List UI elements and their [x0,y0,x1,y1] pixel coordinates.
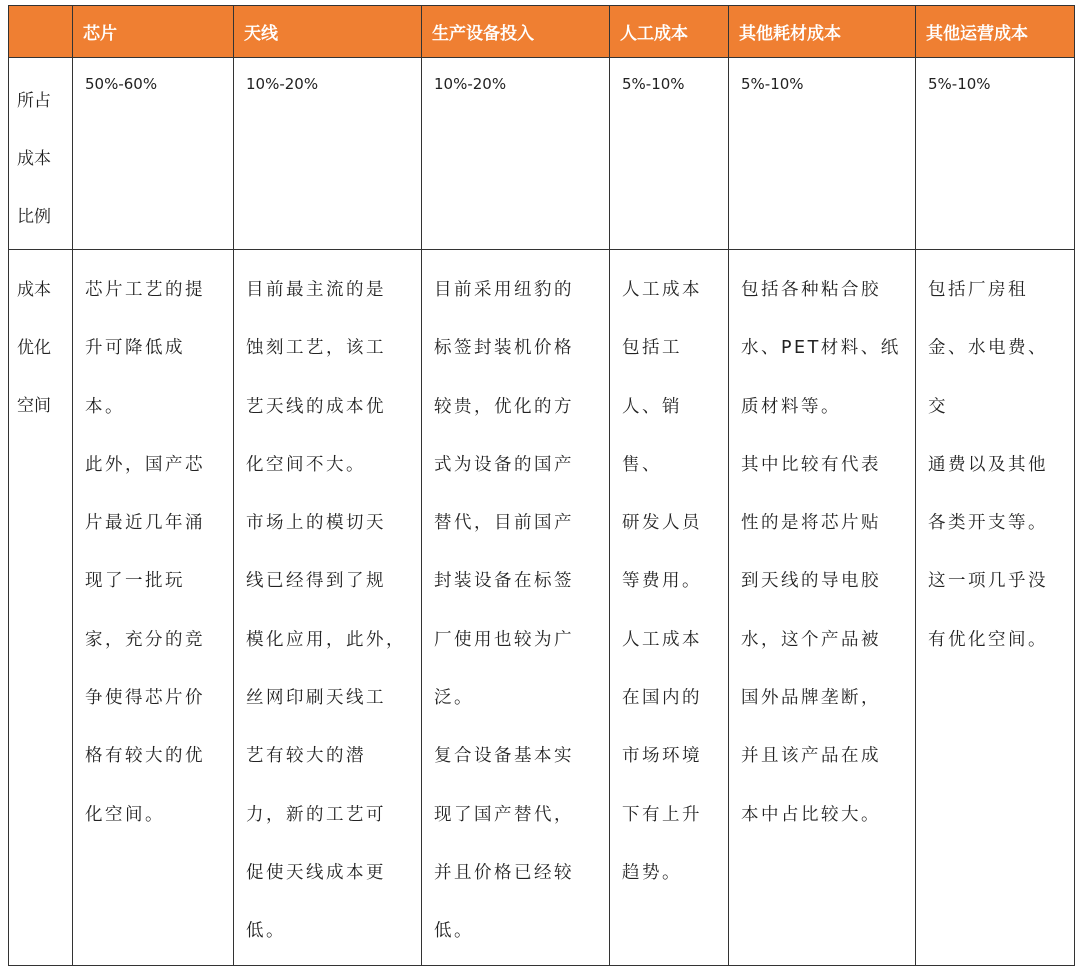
header-chip: 芯片 [73,6,234,58]
cell-text-line: 低。 [434,921,474,942]
cell-text-line: 此外，国产芯 [85,454,205,475]
cell-text-line: 泛。 [434,688,474,709]
cell-text-line: 本中占比较大。 [741,804,881,825]
header-consumables: 其他耗材成本 [729,6,916,58]
cell-text-line: 包括工 [622,338,682,359]
cell-text-line: 到天线的导电胶 [741,571,881,592]
cell-text-line: 市场环境 [622,746,702,767]
cell-text-line: 本。 [85,396,125,417]
cell-text-line: 力，新的工艺可 [246,804,386,825]
cell-text-line: 并且该产品在成 [741,746,881,767]
row-label-cost-share [9,58,73,250]
cell-text-line: 各类开支等。 [928,513,1048,534]
row-label-line: 优化 [17,338,51,358]
cell-text-line: 家，充分的竞 [85,629,205,650]
cell-text-line: 升可降低成 [85,338,185,359]
cell-text-line: 目前采用纽豹的 [434,280,574,300]
share-chip: 50%-60% [73,58,234,250]
cell-text-line: 包括各种粘合胶 [741,280,881,300]
cost-table [8,5,1075,966]
cell-text-line: 并且价格已经较 [434,862,574,883]
share-consumables: 5%-10% [729,58,916,250]
header-labor: 人工成本 [610,6,729,58]
cell-text-line: 争使得芯片价 [85,688,205,709]
cell-text-line: 金、水电费、交 [928,338,1048,417]
header-operations: 其他运营成本 [916,6,1075,58]
optimization-equipment [422,250,610,966]
cell-text-line: 艺天线的成本优 [246,396,386,417]
cell-text-line: 封装设备在标签 [434,571,574,592]
header-antenna: 天线 [234,6,422,58]
cell-text-line: 质材料等。 [741,396,841,417]
row-label-line: 成本 [17,280,51,300]
cell-text-line: 替代，目前国产 [434,513,574,534]
cell-text-line: 趋势。 [622,862,682,883]
cell-text-line: 国外品牌垄断， [741,688,881,709]
cell-text-line: 较贵，优化的方 [434,396,574,417]
optimization-antenna [234,250,422,966]
row-label-optimization [9,250,73,966]
cell-text-line: 人、销售、 [622,396,682,475]
cell-text-line: 性的是将芯片贴 [741,513,881,534]
cell-text-line: 包括厂房租 [928,280,1028,300]
cell-text-line: 下有上升 [622,804,702,825]
header-equipment: 生产设备投入 [422,6,610,58]
cell-text-line: 在国内的 [622,688,702,709]
optimization-labor [610,250,729,966]
cell-text-line: 人工成本 [622,629,702,650]
cell-text-line: 促使天线成本更 [246,862,386,883]
cell-text-line: 市场上的模切天 [246,513,386,534]
cell-text-line: 芯片工艺的提 [85,280,205,300]
cell-text-line: 现了一批玩 [85,571,185,592]
cell-text-line: 化空间。 [85,804,165,825]
row-label-line: 所占 [17,91,51,111]
cell-text-line: 人工成本 [622,280,702,300]
cell-text-line: 复合设备基本实 [434,746,574,767]
share-labor: 5%-10% [610,58,729,250]
cell-text-line: 水、PET材料、纸 [741,338,901,359]
cell-text-line: 片最近几年涌 [85,513,205,534]
share-operations: 5%-10% [916,58,1075,250]
header-corner [9,6,73,58]
cell-text-line: 模化应用，此外， [246,629,406,650]
row-label-line: 成本 [17,149,51,169]
cell-text-line: 化空间不大。 [246,454,366,475]
cell-text-line: 研发人员 [622,513,702,534]
share-equipment: 10%-20% [422,58,610,250]
cell-text-line: 丝网印刷天线工 [246,688,386,709]
cell-text-line: 目前最主流的是 [246,280,386,300]
cell-text-line: 其中比较有代表 [741,454,881,475]
row-label-line: 比例 [17,207,51,227]
optimization-chip [73,250,234,966]
cell-text-line: 通费以及其他 [928,454,1048,475]
cell-text-line: 线已经得到了规 [246,571,386,592]
cell-text-line: 低。 [246,921,286,942]
cell-text-line: 等费用。 [622,571,702,592]
cell-text-line: 格有较大的优 [85,746,205,767]
header-row [9,6,1075,58]
row-cost-share [9,58,1075,250]
cell-text-line: 标签封装机价格 [434,338,574,359]
optimization-consumables [729,250,916,966]
optimization-operations [916,250,1075,966]
cell-text-line: 蚀刻工艺，该工 [246,338,386,359]
cell-text-line: 这一项几乎没 [928,571,1048,592]
share-antenna: 10%-20% [234,58,422,250]
row-optimization [9,250,1075,966]
cell-text-line: 现了国产替代， [434,804,574,825]
row-label-line: 空间 [17,396,51,416]
cell-text-line: 厂使用也较为广 [434,629,574,650]
cell-text-line: 水，这个产品被 [741,629,881,650]
cell-text-line: 式为设备的国产 [434,454,574,475]
cell-text-line: 有优化空间。 [928,629,1048,650]
cell-text-line: 艺有较大的潜 [246,746,366,767]
